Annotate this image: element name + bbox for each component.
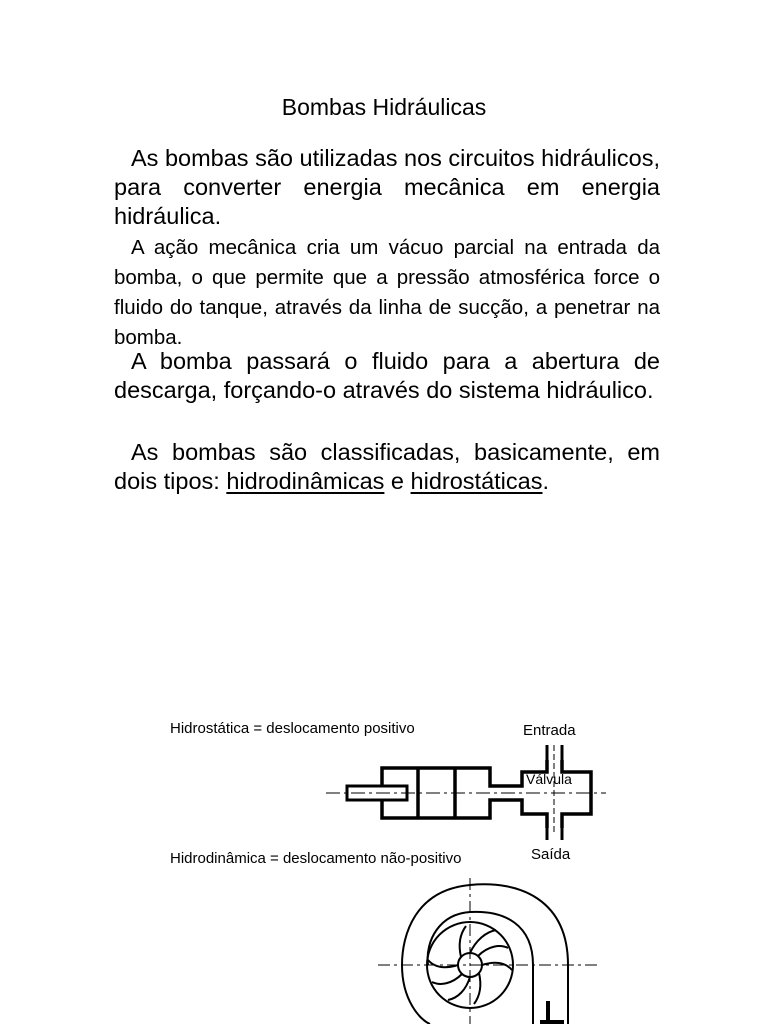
paragraph-mechanical-action: A ação mecânica cria um vácuo parcial na entrada da bomba, o que permite que a pressão atmosférica force o fluido do tanque, através da linha de sucção, a penetrar na bomba.	[114, 236, 660, 349]
hydrostatic-label: Hidrostática = deslocamento positivo	[170, 720, 415, 737]
inlet-label: Entrada	[523, 722, 576, 739]
classification-text: As bombas são classificadas, basicamente, em dois tipos:	[114, 439, 660, 494]
piston-pump-drawing	[326, 745, 606, 840]
outlet-label: Saída	[531, 846, 571, 863]
period-text: .	[542, 468, 550, 494]
page-title: Bombas Hidráulicas	[281, 94, 487, 120]
paragraph-discharge: A bomba passará o fluido para a abertura de descarga, forçando-o através do sistema hidráulico.	[114, 348, 660, 403]
valve-label: Válvula	[526, 771, 572, 787]
hydrodynamic-label: Hidrodinâmica = deslocamento não-positivo	[170, 850, 462, 867]
connector-text: e	[384, 468, 411, 494]
term-hidrostaticas: hidrostáticas	[410, 468, 543, 494]
term-hidrodinamicas: hidrodinâmicas	[226, 468, 385, 494]
paragraph-pump-purpose: As bombas são utilizadas nos circuitos hidráulicos, para converter energia mecânica em energia hidráulica.	[114, 145, 661, 229]
centrifugal-pump-drawing	[378, 878, 600, 1024]
